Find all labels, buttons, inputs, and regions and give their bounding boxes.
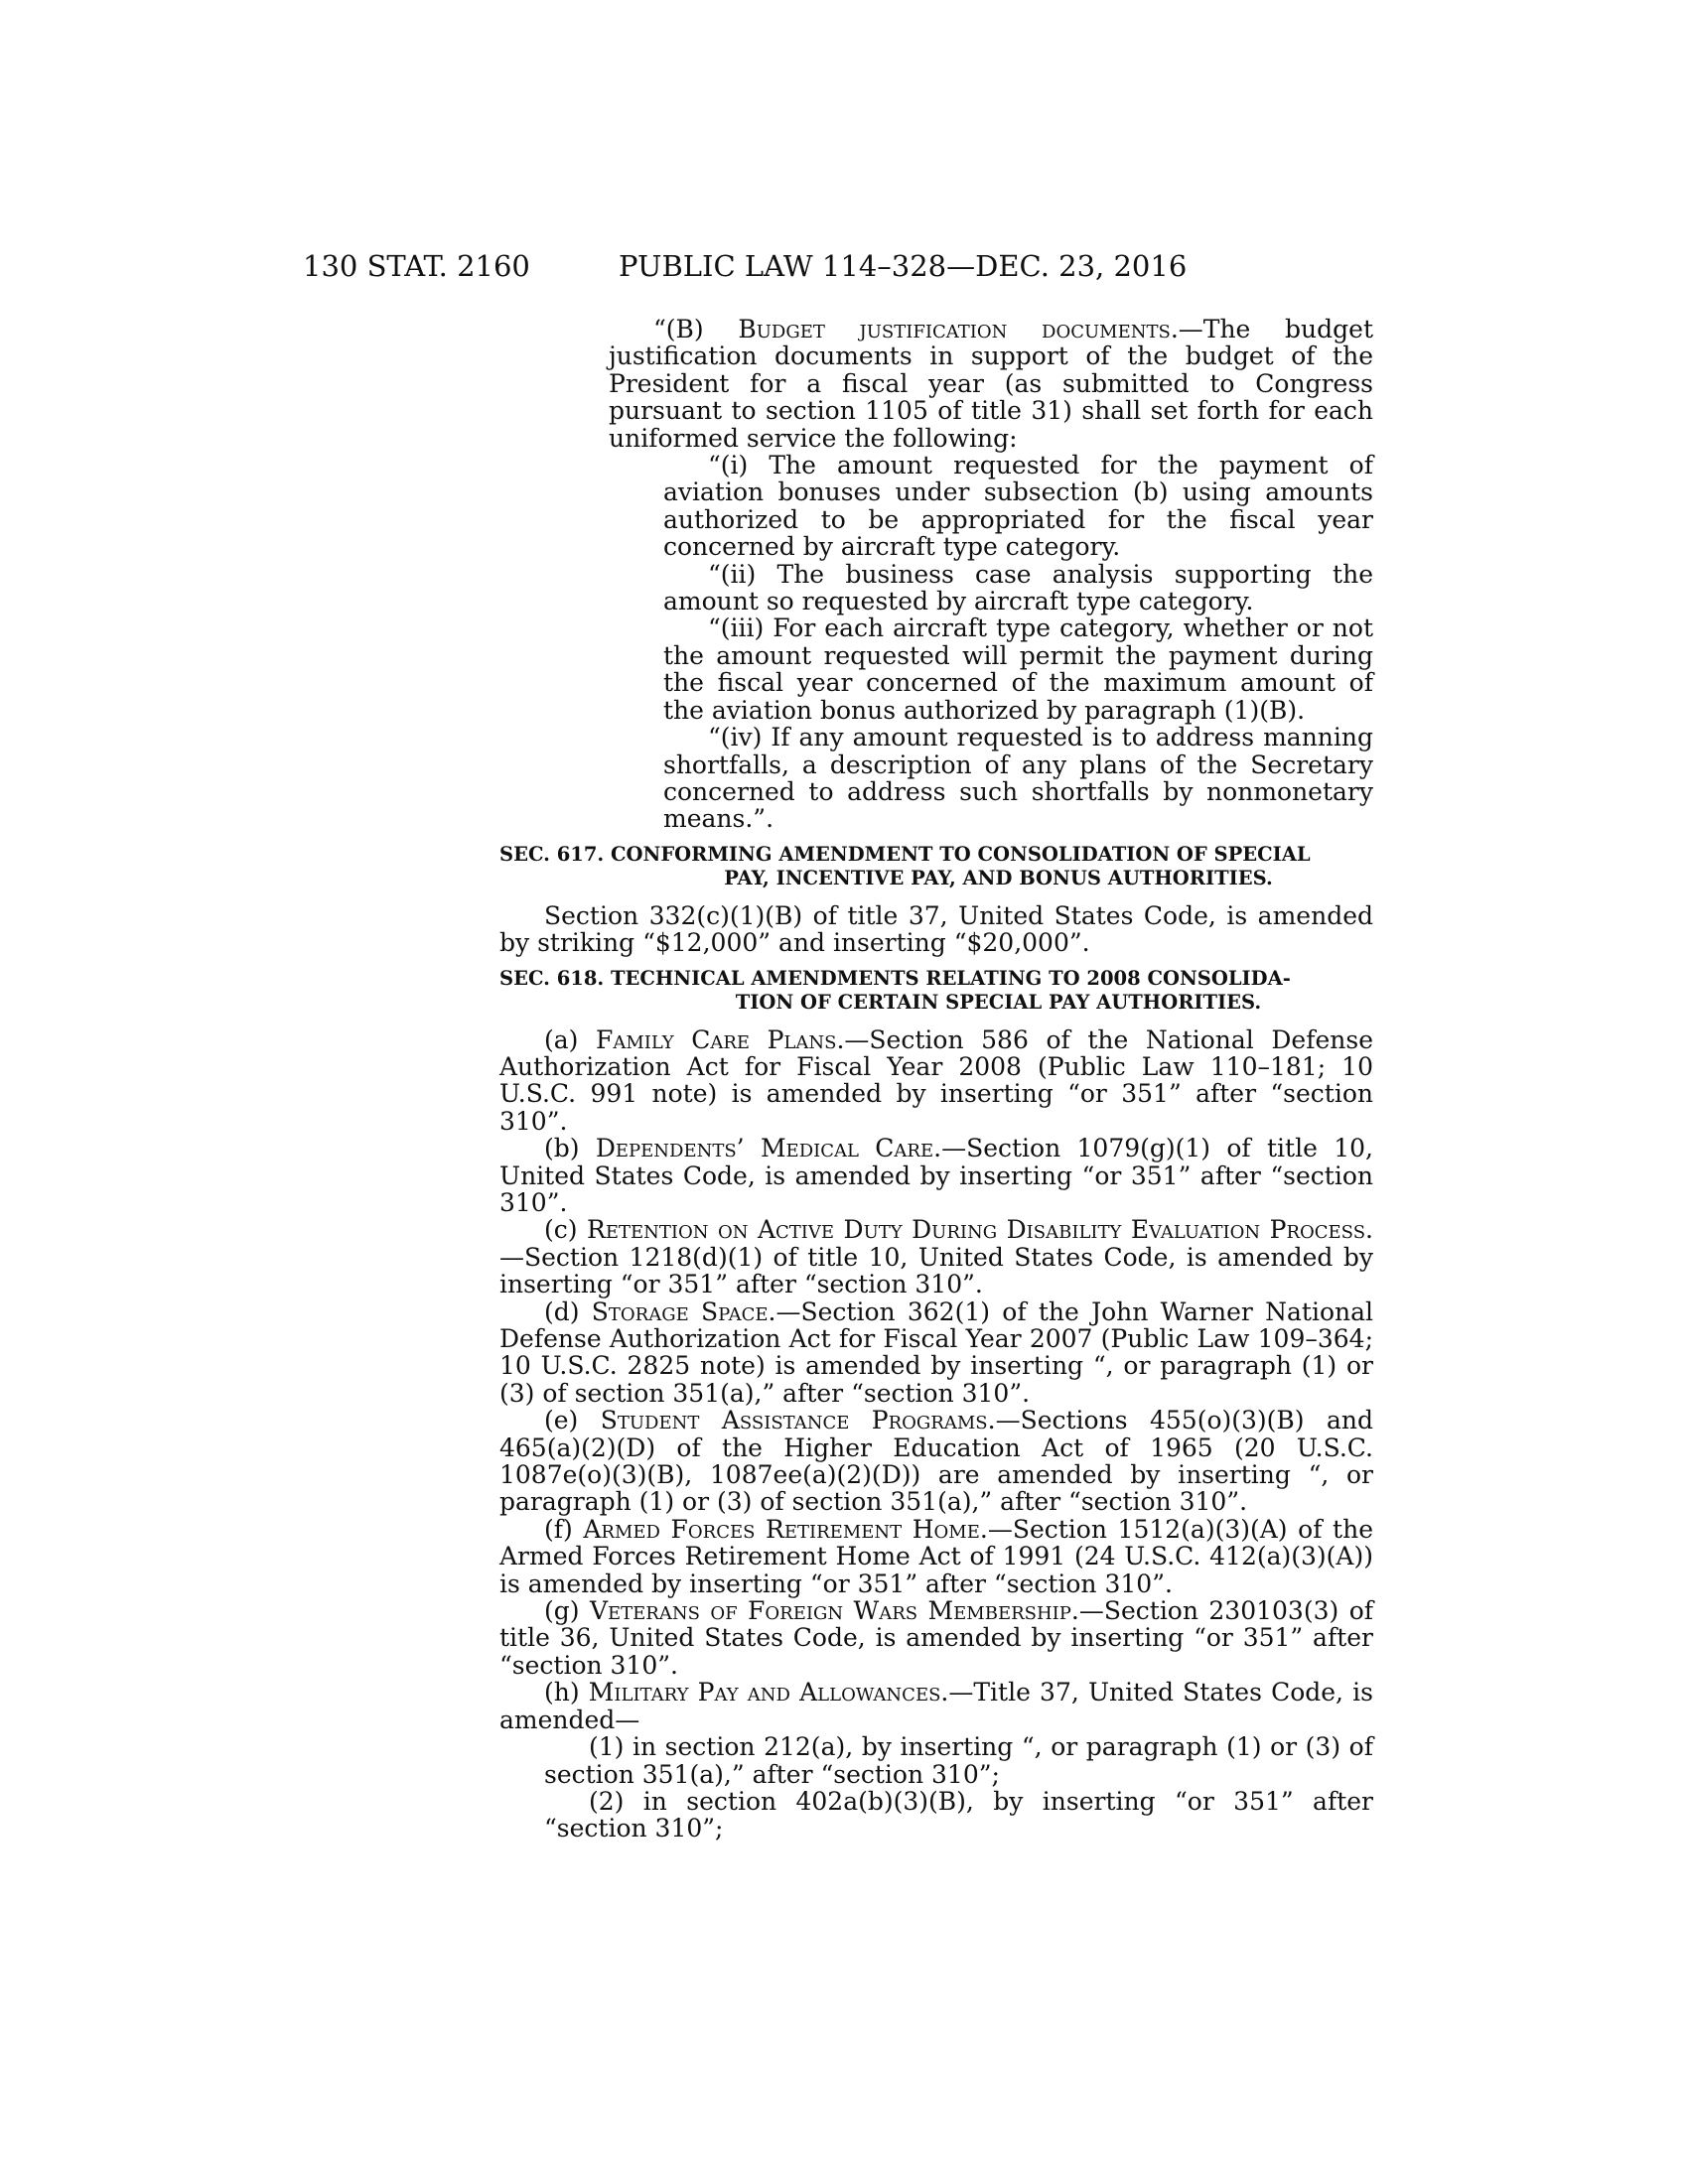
paragraph-1: (1) in section 212(a), by inserting “, or paragraph (1) or (3) of section 351(a),” after “section 310”; <box>544 1732 1373 1789</box>
section-618-heading-line1: SEC. 618. TECHNICAL AMENDMENTS RELATING TO 2008 CONSOLIDA- <box>499 966 1291 990</box>
clause-ii: “(ii) The business case analysis supporting the amount so requested by aircraft type category. <box>663 559 1373 616</box>
section-617-heading <box>499 843 1373 890</box>
subsection-a-heading: Family Care Plans. <box>596 1024 845 1054</box>
section-618-heading <box>499 967 1373 1015</box>
subsection-g-heading: Veterans of Foreign Wars Membership. <box>589 1596 1079 1626</box>
subsection-d: (d) Storage Space.—Section 362(1) of the John Warner National Defense Authorization Act for Fiscal Year 2007 (Public Law 109–364; 10 U.S.C. 2825 note) is amended by inserting “, or paragraph (1) or (3) of section 351(a),” after “section 310”. <box>499 1297 1373 1408</box>
section-618-heading-line2: TION OF CERTAIN SPECIAL PAY AUTHORITIES. <box>735 990 1262 1014</box>
subsection-e-heading: Student Assistance Programs. <box>600 1406 996 1435</box>
subsection-f: (f) Armed Forces Retirement Home.—Section 1512(a)(3)(A) of the Armed Forces Retirement Home Act of 1991 (24 U.S.C. 412(a)(3)(A)) is amended by inserting “or 351” after “section 310”. <box>499 1514 1373 1598</box>
page-header <box>303 246 1375 286</box>
subsection-d-heading: Storage Space. <box>591 1297 776 1326</box>
section-617-text: Section 332(c)(1)(B) of title 37, United States Code, is amended by striking “$12,000” and inserting “$20,000”. <box>499 900 1373 958</box>
statute-page-number: 130 STAT. 2160 <box>303 249 530 283</box>
clause-i: “(i) The amount requested for the payment of aviation bonuses under subsection (b) using amounts authorized to be appropriated for the fiscal year concerned by aircraft type category. <box>663 451 1373 562</box>
subsection-f-heading: Armed Forces Retirement Home. <box>583 1514 988 1544</box>
subsection-h: (h) Military Pay and Allowances.—Title 37, United States Code, is amended— <box>499 1678 1373 1734</box>
clause-iv: “(iv) If any amount requested is to address manning shortfalls, a description of any plans of the Secretary concerned to address such shortfalls by nonmonetary means.”. <box>663 723 1373 834</box>
budget-justification-paragraph <box>499 316 1373 452</box>
clause-iii: “(iii) For each aircraft type category, whether or not the amount requested will permit the payment during the fiscal year concerned of the maximum amount of the aviation bonus authorized by paragraph (1)(B). <box>663 614 1373 725</box>
subsection-b: (b) Dependents’ Medical Care.—Section 1079(g)(1) of title 10, United States Code, is amended by inserting “or 351” after “section 310”. <box>499 1134 1373 1217</box>
subsection-g: (g) Veterans of Foreign Wars Membership.—Section 230103(3) of title 36, United States Code, is amended by inserting “or 351” after “section 310”. <box>499 1596 1373 1680</box>
public-law-citation: PUBLIC LAW 114–328—DEC. 23, 2016 <box>619 249 1188 283</box>
budget-text: —The budget justification documents in support of the budget of the President for a fiscal year (as submitted to Congress pursuant to section 1105 of title 31) shall set forth for each uniformed service the following: <box>609 315 1373 453</box>
subsection-c-heading: Retention on Active Duty During Disability Evaluation Process. <box>587 1215 1373 1245</box>
subsection-a: (a) Family Care Plans.—Section 586 of the National Defense Authorization Act for Fiscal Year 2008 (Public Law 110–181; 10 U.S.C. 991 note) is amended by inserting “or 351” after “section 310”. <box>499 1024 1373 1136</box>
section-617-heading-line1: SEC. 617. CONFORMING AMENDMENT TO CONSOLIDATION OF SPECIAL <box>499 842 1311 866</box>
document-body <box>499 316 1373 1843</box>
subsection-e: (e) Student Assistance Programs.—Sections 455(o)(3)(B) and 465(a)(2)(D) of the Higher Education Act of 1965 (20 U.S.C. 1087e(o)(3)(B), 1087ee(a)(2)(D)) are amended by inserting “, or paragraph (1) or (3) of section 351(a),” after “section 310”. <box>499 1406 1373 1517</box>
paragraph-2: (2) in section 402a(b)(3)(B), by inserting “or 351” after “section 310”; <box>544 1786 1373 1843</box>
budget-heading: “(B) Budget justification documents. <box>653 315 1179 343</box>
section-617-heading-line2: PAY, INCENTIVE PAY, AND BONUS AUTHORITIES. <box>724 866 1273 889</box>
subsection-b-heading: Dependents’ Medical Care. <box>595 1134 942 1163</box>
subsection-c: (c) Retention on Active Duty During Disability Evaluation Process.—Section 1218(d)(1) of title 10, United States Code, is amended by inserting “or 351” after “section 310”. <box>499 1215 1373 1299</box>
subsection-h-heading: Military Pay and Allowances. <box>588 1678 949 1707</box>
